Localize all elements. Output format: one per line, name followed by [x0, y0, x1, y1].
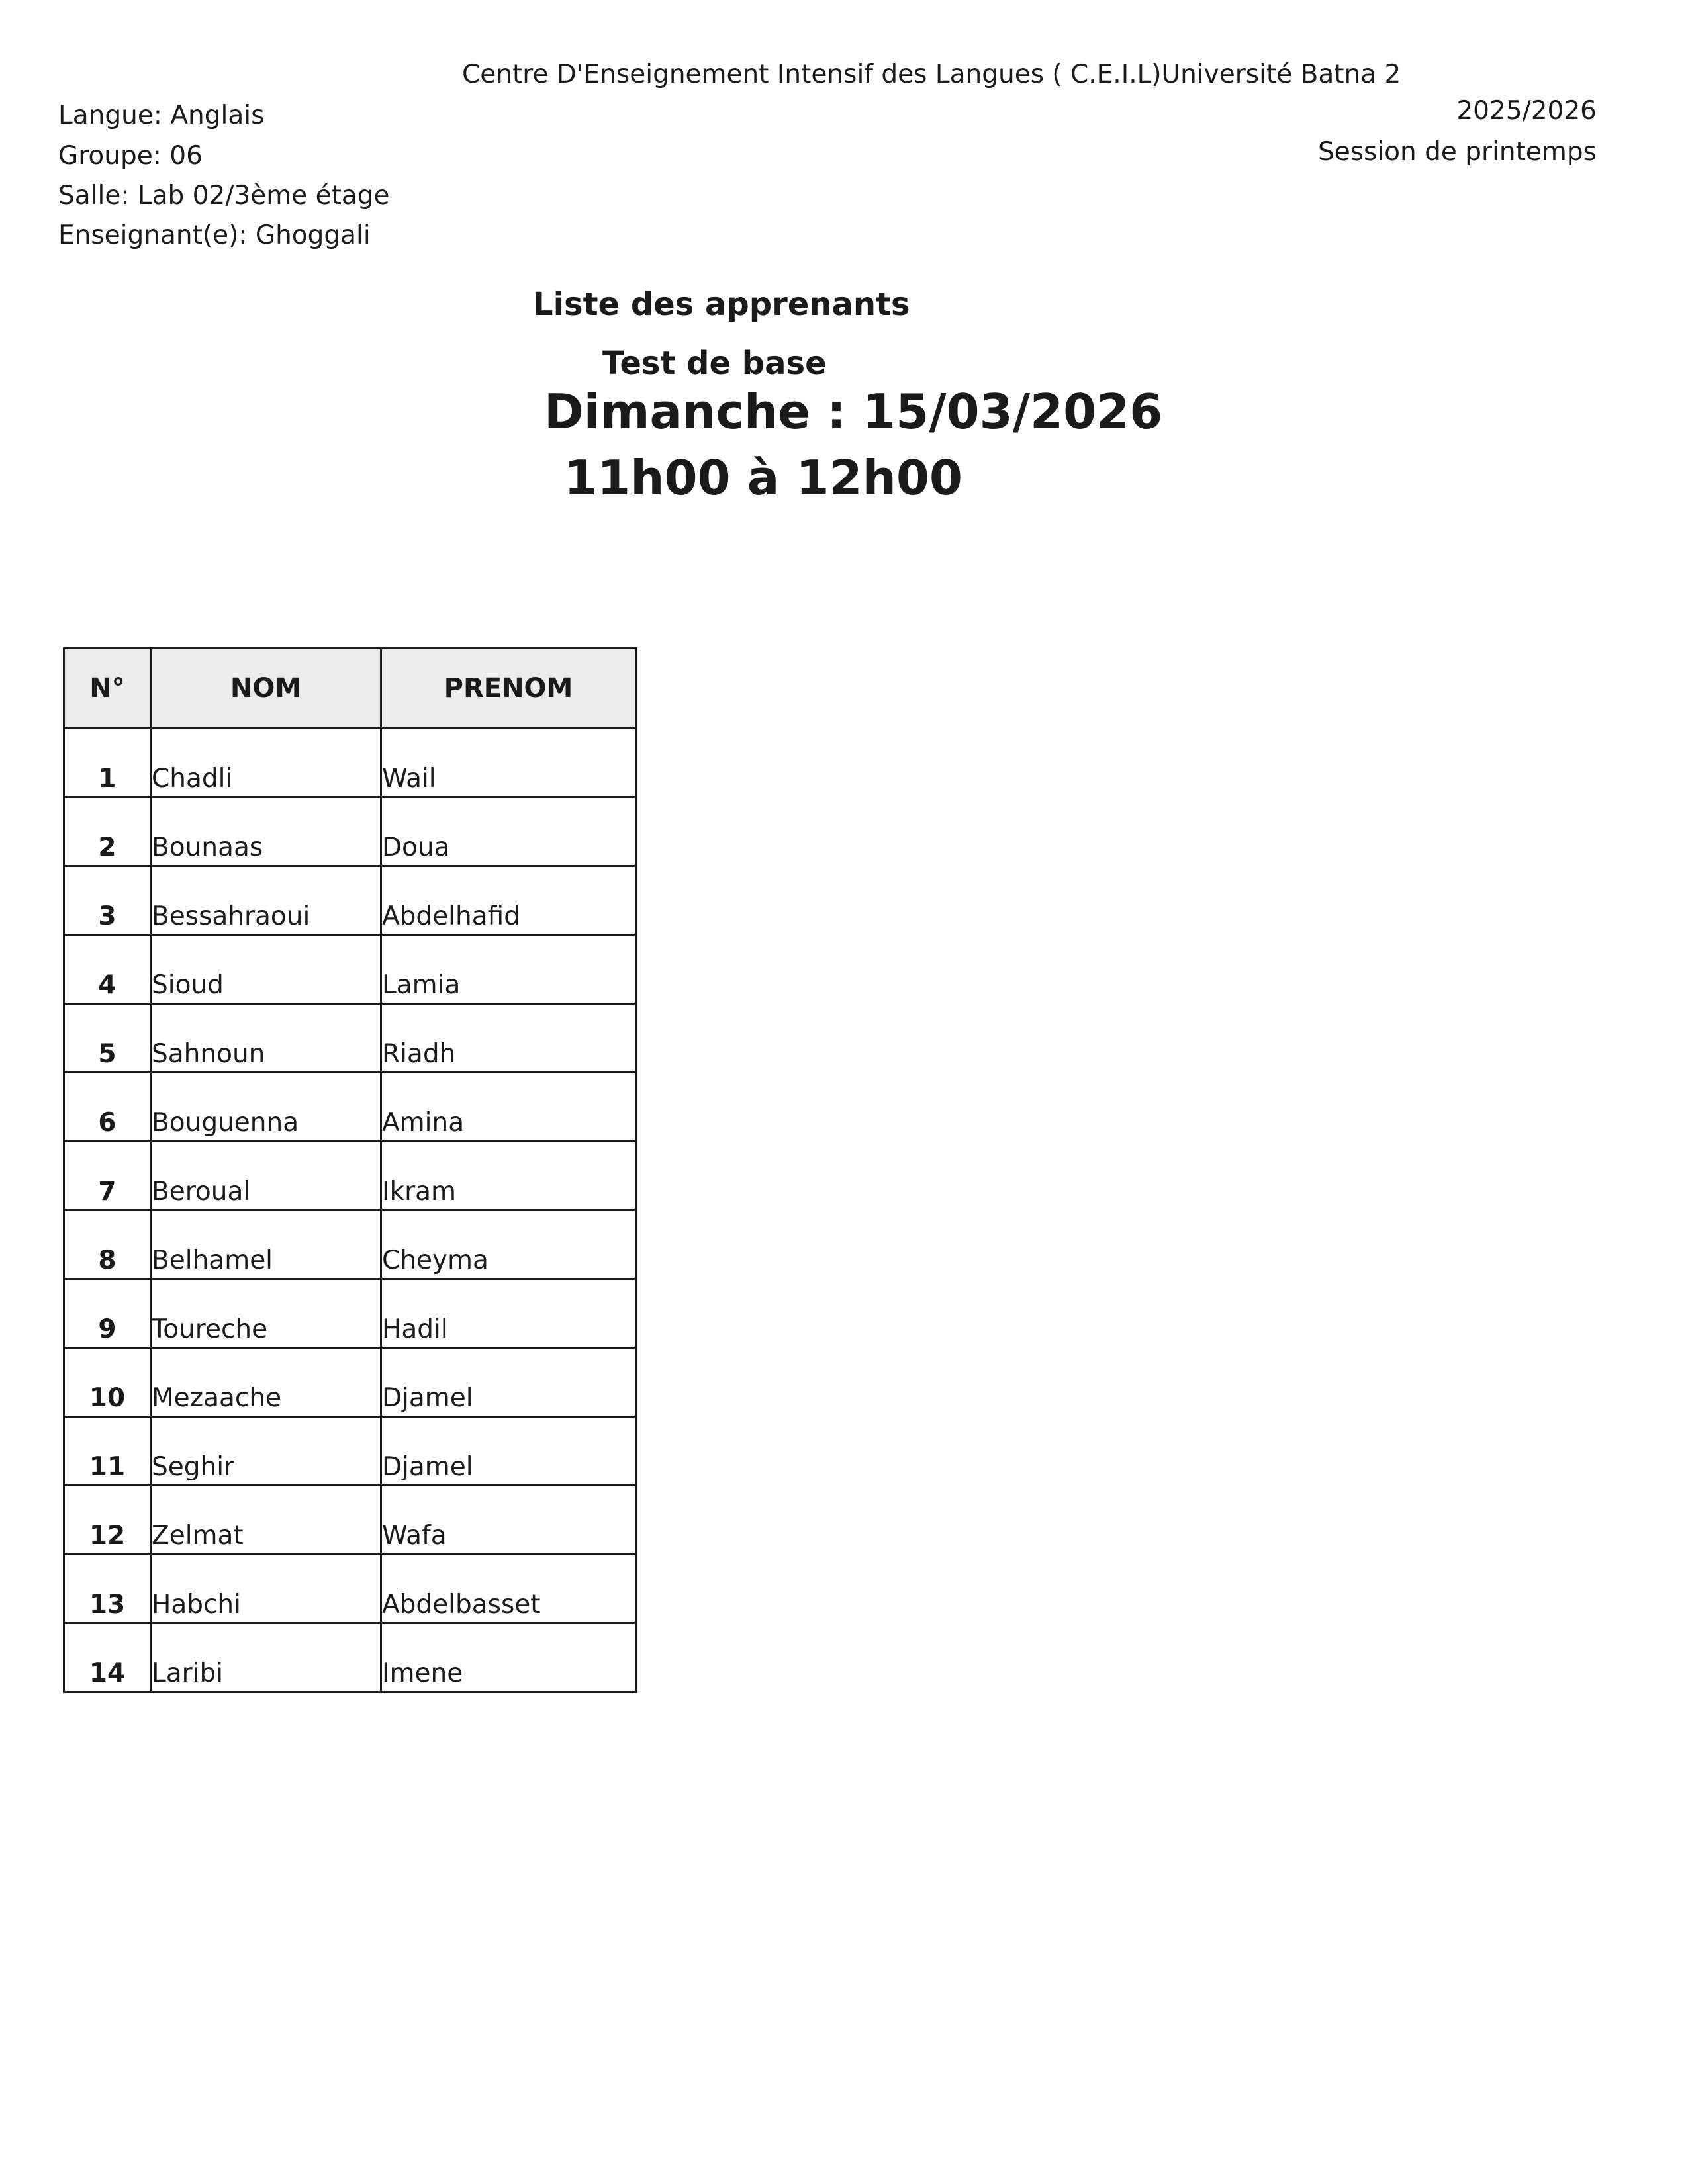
table-row	[64, 1073, 636, 1142]
row-nom: Chadli	[151, 729, 381, 797]
language-label: Langue: Anglais	[58, 101, 265, 130]
row-prenom: Djamel	[381, 1417, 636, 1486]
row-prenom: Ikram	[381, 1142, 636, 1210]
header-prenom: PRENOM	[381, 649, 636, 729]
row-num: 9	[64, 1279, 151, 1348]
row-num: 11	[64, 1417, 151, 1486]
row-prenom: Hadil	[381, 1279, 636, 1348]
table-row	[64, 935, 636, 1004]
row-nom: Bessahraoui	[151, 866, 381, 935]
session-label: Session de printemps	[1317, 137, 1597, 167]
row-prenom: Wafa	[381, 1486, 636, 1555]
table-row	[64, 1348, 636, 1417]
row-nom: Seghir	[151, 1417, 381, 1486]
row-num: 4	[64, 935, 151, 1004]
table-row	[64, 1555, 636, 1623]
row-prenom: Imene	[381, 1623, 636, 1692]
teacher-label: Enseignant(e): Ghoggali	[58, 220, 371, 250]
institution-name: Centre D'Enseignement Intensif des Langues ( C.E.I.L)Université Batna 2	[462, 60, 1401, 89]
table-row	[64, 866, 636, 935]
row-num: 14	[64, 1623, 151, 1692]
row-num: 7	[64, 1142, 151, 1210]
table-row	[64, 797, 636, 866]
row-prenom: Amina	[381, 1073, 636, 1142]
learners-table	[63, 647, 637, 1693]
row-prenom: Riadh	[381, 1004, 636, 1073]
table-row	[64, 1486, 636, 1555]
row-num: 8	[64, 1210, 151, 1279]
test-title: Test de base	[602, 345, 827, 382]
row-prenom: Wail	[381, 729, 636, 797]
row-num: 6	[64, 1073, 151, 1142]
row-num: 3	[64, 866, 151, 935]
row-nom: Beroual	[151, 1142, 381, 1210]
row-nom: Habchi	[151, 1555, 381, 1623]
row-nom: Bounaas	[151, 797, 381, 866]
row-num: 10	[64, 1348, 151, 1417]
academic-year: 2025/2026	[1456, 96, 1597, 126]
group-label: Groupe: 06	[58, 141, 203, 171]
row-num: 1	[64, 729, 151, 797]
table-row	[64, 729, 636, 797]
row-nom: Sioud	[151, 935, 381, 1004]
row-num: 5	[64, 1004, 151, 1073]
row-nom: Zelmat	[151, 1486, 381, 1555]
row-nom: Sahnoun	[151, 1004, 381, 1073]
room-label: Salle: Lab 02/3ème étage	[58, 181, 390, 210]
row-nom: Toureche	[151, 1279, 381, 1348]
table-row	[64, 1210, 636, 1279]
row-num: 13	[64, 1555, 151, 1623]
list-title: Liste des apprenants	[533, 286, 910, 323]
row-prenom: Lamia	[381, 935, 636, 1004]
table-header-row	[64, 649, 636, 729]
table-row	[64, 1004, 636, 1073]
table-row	[64, 1279, 636, 1348]
header-nom: NOM	[151, 649, 381, 729]
row-prenom: Djamel	[381, 1348, 636, 1417]
row-prenom: Doua	[381, 797, 636, 866]
row-nom: Belhamel	[151, 1210, 381, 1279]
row-prenom: Abdelhafid	[381, 866, 636, 935]
row-num: 12	[64, 1486, 151, 1555]
row-num: 2	[64, 797, 151, 866]
row-nom: Bouguenna	[151, 1073, 381, 1142]
header-num: N°	[64, 649, 151, 729]
table-row	[64, 1623, 636, 1692]
table-row	[64, 1417, 636, 1486]
exam-time: 11h00 à 12h00	[564, 450, 963, 506]
row-prenom: Abdelbasset	[381, 1555, 636, 1623]
table-row	[64, 1142, 636, 1210]
row-prenom: Cheyma	[381, 1210, 636, 1279]
row-nom: Laribi	[151, 1623, 381, 1692]
row-nom: Mezaache	[151, 1348, 381, 1417]
exam-date: Dimanche : 15/03/2026	[544, 384, 1163, 439]
